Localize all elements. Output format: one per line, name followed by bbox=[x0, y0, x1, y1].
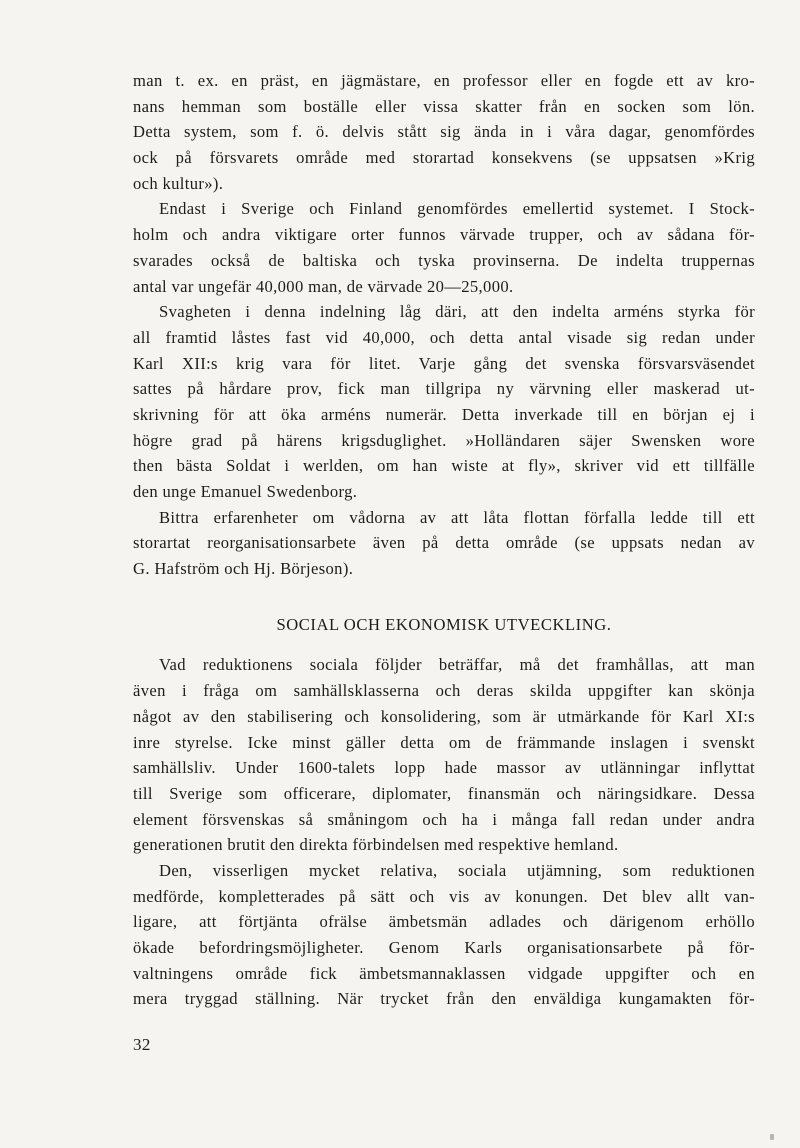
text-line: holm och andra viktigare orter funnos värvade trupper, och av sådana för- bbox=[133, 225, 755, 245]
text-line: Endast i Sverige och Finland genomfördes emellertid systemet. I Stock- bbox=[159, 199, 755, 219]
text-line: ock på försvarets område med storartad konsekvens (se uppsatsen »Krig bbox=[133, 148, 755, 168]
text-line: mera tryggad ställning. När trycket från den enväldiga kungamakten för- bbox=[133, 989, 755, 1009]
text-line: man t. ex. en präst, en jägmästare, en professor eller en fogde ett av kro- bbox=[133, 71, 755, 90]
text-line: ökade befordringsmöjligheter. Genom Karls organisationsarbete på för- bbox=[133, 938, 755, 958]
paragraph-social-utjamning bbox=[133, 858, 755, 1012]
text-line: nans hemman som boställe eller vissa skatter från en socken som lön. bbox=[133, 96, 755, 116]
text-line: Bittra erfarenheter om vådorna av att låta flottan förfalla ledde till ett bbox=[159, 507, 755, 527]
paragraph-flottan bbox=[133, 505, 755, 582]
text-line: Den, visserligen mycket relativa, sociala utjämning, som reduktionen bbox=[159, 860, 755, 880]
text-line: G. Hafström och Hj. Börjeson). bbox=[133, 559, 354, 579]
text-line: ligare, att förtjänta ofrälse ämbetsmän adlades och därigenom erhöllo bbox=[133, 912, 755, 932]
paragraph-continuation bbox=[133, 68, 755, 196]
page-number: 32 bbox=[133, 1035, 151, 1054]
section-heading: SOCIAL OCH EKONOMISK UTVECKLING. bbox=[276, 614, 612, 634]
text-line: högre grad på härens krigsduglighet. »Holländaren säjer Swensken wore bbox=[133, 430, 755, 450]
text-line: element försvenskas så småningom och ha i många fall redan under andra bbox=[133, 809, 755, 829]
scan-speck bbox=[770, 1134, 774, 1140]
text-line: skrivning för att öka arméns numerär. Detta inverkade till en början ej i bbox=[133, 404, 755, 424]
text-line: inre styrelse. Icke minst gäller detta om de främmande inslagen i svenskt bbox=[133, 732, 755, 752]
text-line: antal var ungefär 40,000 man, de värvade 20—25,000. bbox=[133, 276, 514, 296]
text-line: sattes på hårdare prov, fick man tillgripa ny värvning eller maskerad ut- bbox=[133, 379, 755, 399]
text-line: generationen brutit den direkta förbindelsen med respektive hemland. bbox=[133, 835, 619, 855]
text-line: Svagheten i denna indelning låg däri, att den indelta arméns styrka för bbox=[159, 302, 755, 322]
paragraph-indelning-provinces bbox=[133, 196, 755, 299]
text-line: något av den stabilisering och konsolidering, som är utmärkande för Karl XI:s bbox=[133, 706, 755, 726]
text-line: den unge Emanuel Swedenborg. bbox=[133, 482, 358, 501]
text-line: till Sverige som officerare, diplomater, finansmän och näringsidkare. Dessa bbox=[133, 783, 755, 803]
text-line: Vad reduktionens sociala följder beträffar, må det framhållas, att man bbox=[159, 655, 755, 675]
text-line: Karl XII:s krig vara för litet. Varje gång det svenska försvarsväsendet bbox=[133, 353, 755, 373]
text-line: all framtid låstes fast vid 40,000, och detta antal visade sig redan under bbox=[133, 327, 755, 347]
paragraph-reduktionens-foljder bbox=[133, 652, 755, 858]
text-line: then bästa Soldat i werlden, om han wiste at fly», skriver vid ett tillfälle bbox=[133, 456, 755, 476]
text-line: storartat reorganisationsarbete även på detta område (se uppsats nedan av bbox=[133, 533, 755, 553]
text-column bbox=[133, 68, 755, 1012]
text-line: och kultur»). bbox=[133, 173, 224, 193]
text-line: Detta system, som f. ö. delvis stått sig ända in i våra dagar, genomfördes bbox=[133, 122, 755, 142]
section-spacer bbox=[133, 582, 755, 612]
text-line: medförde, kompletterades på sätt och vis av konungen. Det blev allt van- bbox=[133, 886, 755, 906]
text-line: samhällsliv. Under 1600-talets lopp hade massor av utlänningar inflyttat bbox=[133, 758, 755, 778]
section-spacer bbox=[133, 637, 755, 652]
text-line: även i fråga om samhällsklasserna och deras skilda uppgifter kan skönja bbox=[133, 681, 755, 701]
text-line: svarades också de baltiska och tyska provinserna. De indelta truppernas bbox=[133, 250, 755, 270]
text-line: valtningens område fick ämbetsmannaklassen vidgade uppgifter och en bbox=[133, 963, 755, 983]
paragraph-svagheten bbox=[133, 299, 755, 505]
